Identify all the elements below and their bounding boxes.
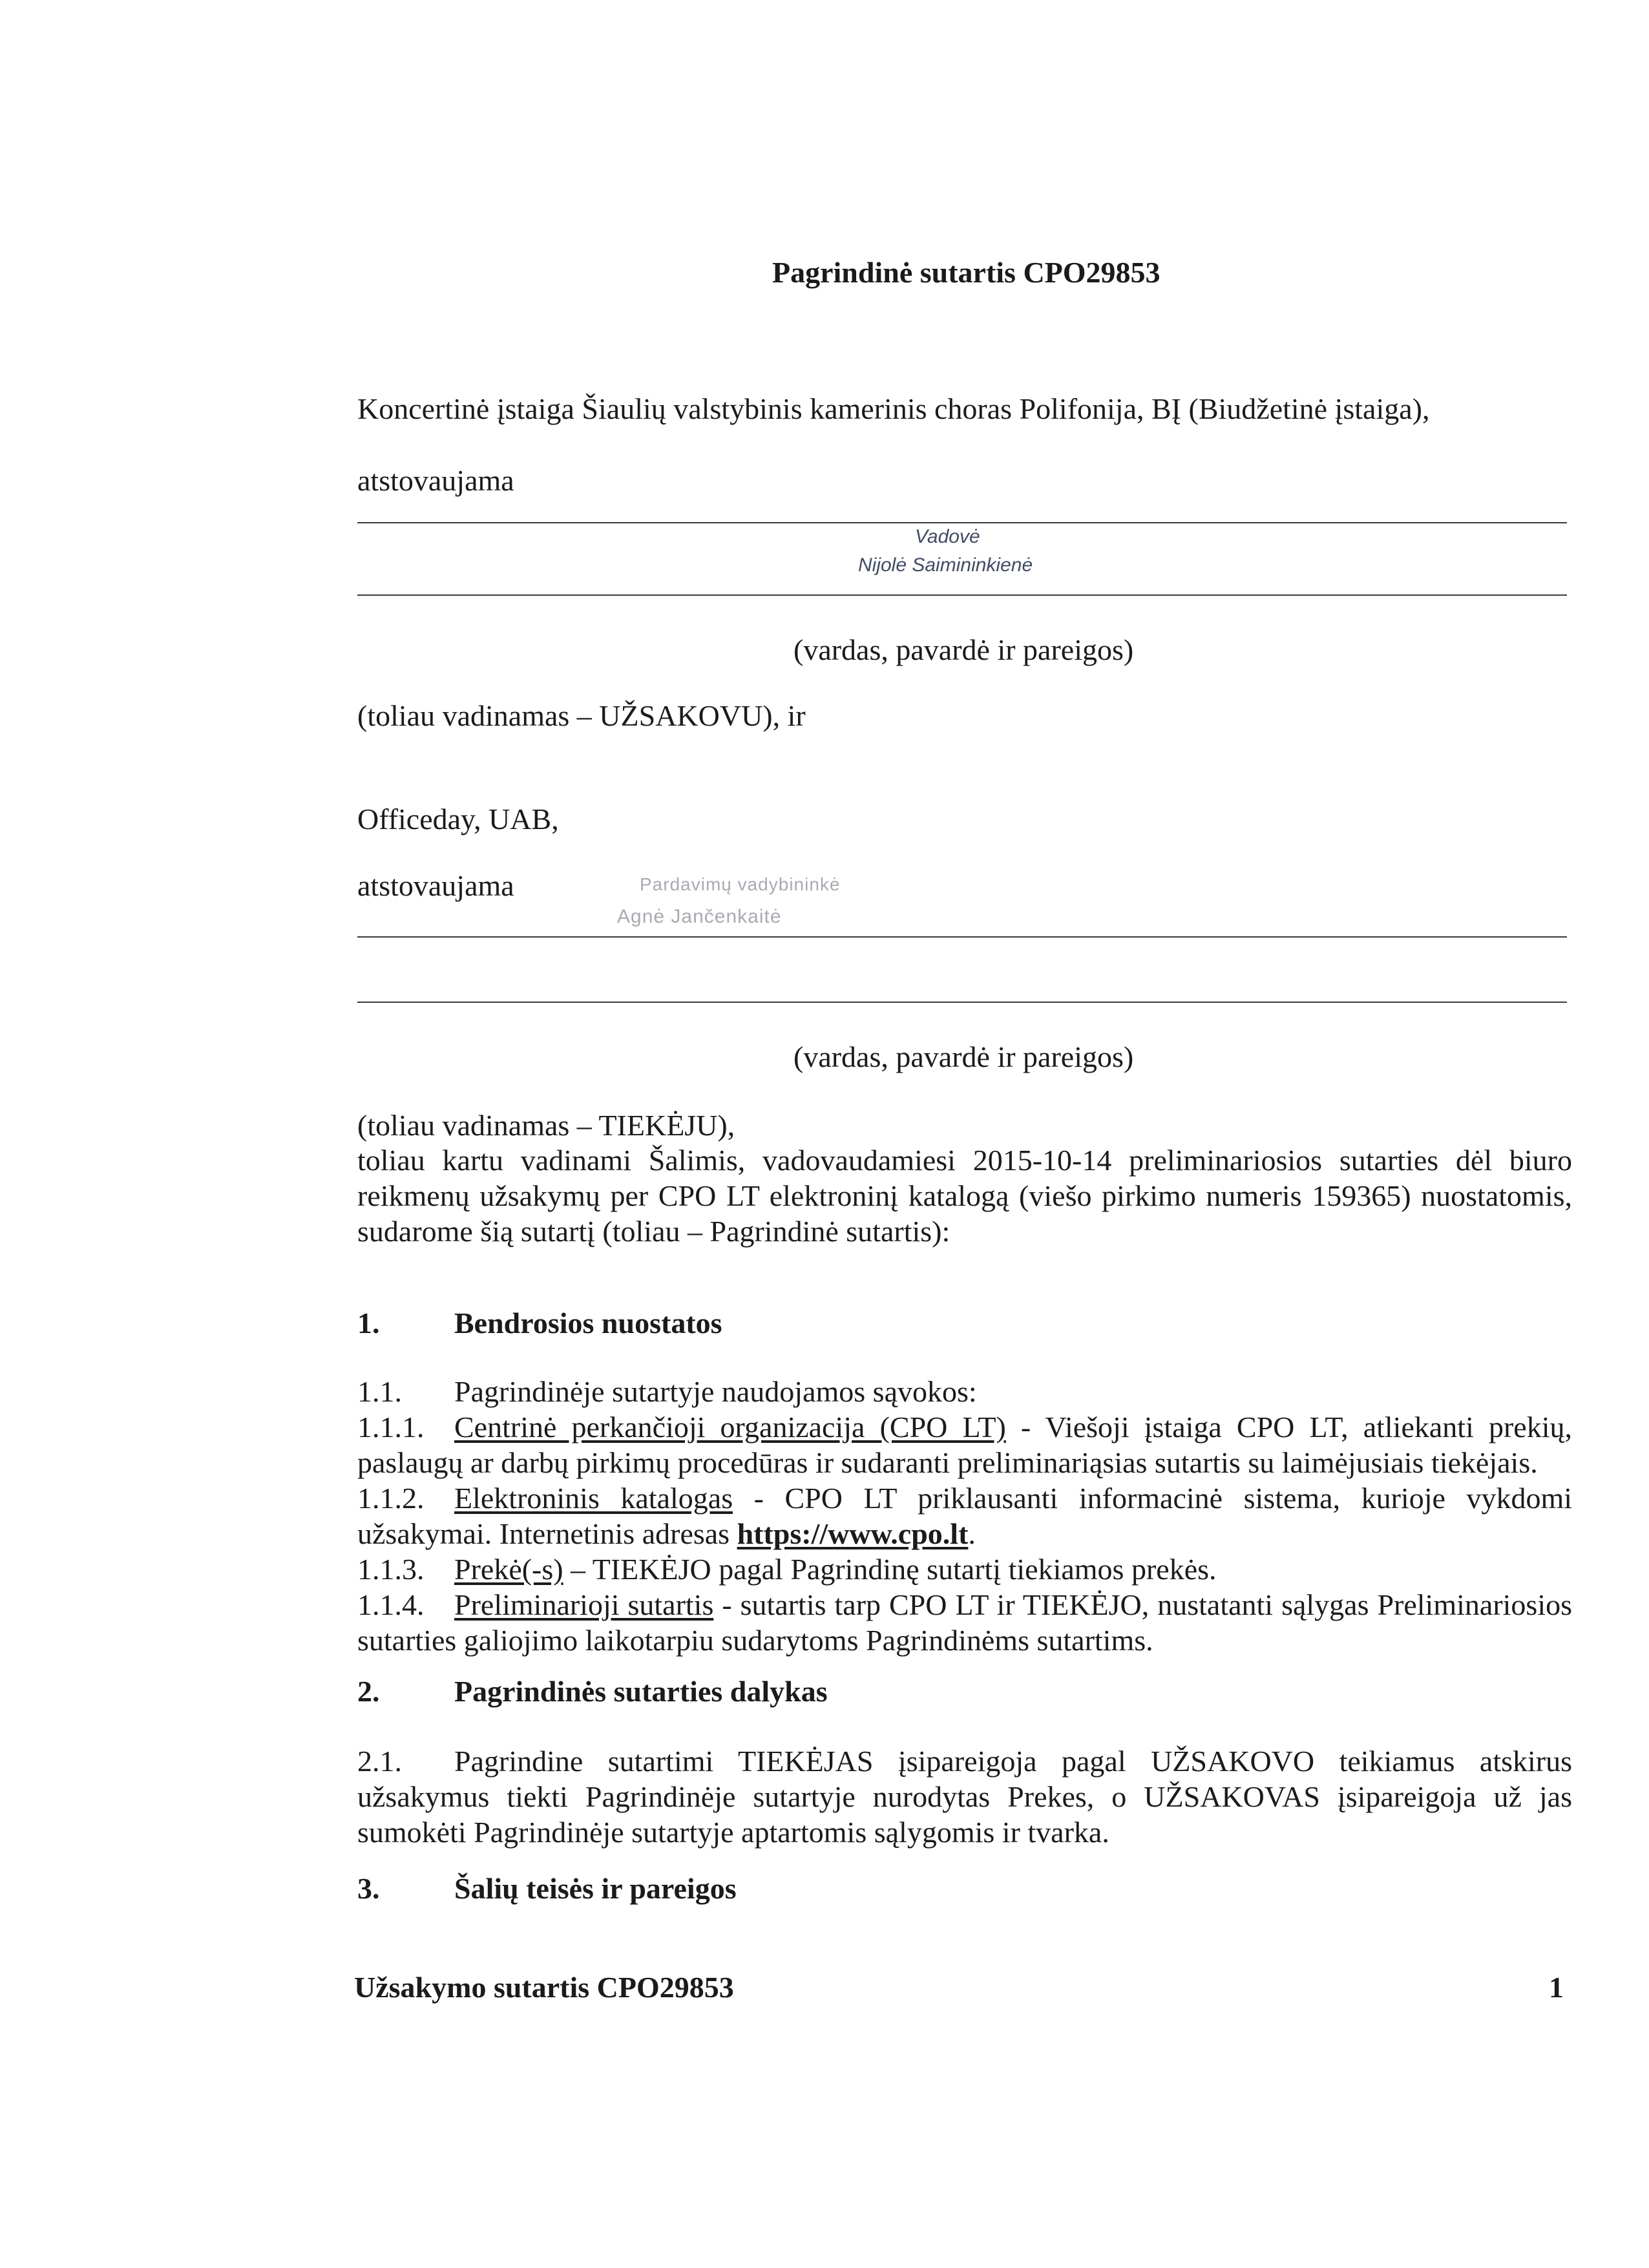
clause-2-1 [357, 1743, 1572, 1850]
section-2-number: 2. [357, 1675, 380, 1708]
definition-1-1-1 [357, 1409, 1572, 1480]
supplier-represented-label: atstovaujama [357, 869, 514, 902]
defined-term: Preliminarioji sutartis [454, 1588, 714, 1621]
customer-signatory-name: Nijolė Saimininkienė [858, 554, 1033, 576]
supplier-line-bottom [357, 1002, 1567, 1003]
supplier-stamp-name: Agnė Jančenkaitė [617, 906, 782, 927]
clause-number: 1.1.1. [357, 1411, 425, 1444]
section-3-heading [357, 1871, 737, 1907]
clause-number: 1.1.3. [357, 1553, 425, 1586]
customer-represented-label: atstovaujama [357, 464, 514, 497]
definition-text: – TIEKĖJO pagal Pagrindinę sutartį tiekiamos prekės. [563, 1553, 1217, 1586]
section-1-heading [357, 1305, 722, 1341]
clause-1-1 [357, 1374, 1572, 1409]
clause-number: 1.1. [357, 1375, 402, 1408]
defined-term: Prekė(-s) [454, 1553, 563, 1586]
customer-name: Koncertinė įstaiga Šiaulių valstybinis kamerinis choras Polifonija, BĮ (Biudžetinė įstaiga), [357, 392, 1430, 425]
definition-1-1-2 [357, 1480, 1572, 1551]
customer-role-line: (toliau vadinamas – UŽSAKOVU), ir [357, 699, 806, 732]
definition-end: . [968, 1517, 976, 1550]
signatory-line-bottom [357, 594, 1567, 596]
customer-caption: (vardas, pavardė ir pareigos) [793, 633, 1134, 666]
section-2-heading [357, 1674, 828, 1710]
signatory-line-top [357, 522, 1567, 523]
defined-term: Centrinė perkančioji organizacija (CPO LT) [454, 1411, 1006, 1444]
clause-number: 1.1.4. [357, 1588, 425, 1621]
page-title: Pagrindinė sutartis CPO29853 [772, 256, 1161, 289]
footer-label: Užsakymo sutartis CPO29853 [354, 1971, 734, 2004]
supplier-line-top [357, 936, 1567, 938]
clause-text: Pagrindinėje sutartyje naudojamos sąvokos: [454, 1375, 977, 1408]
section-1-number: 1. [357, 1307, 380, 1339]
defined-term: Elektroninis katalogas [454, 1482, 733, 1515]
intro-paragraph: toliau kartu vadinami Šalimis, vadovaudamiesi 2015-10-14 preliminariosios sutarties dėl biuro reikmenų užsakymų per CPO LT elektroninį katalogą (viešo pirkimo numeris 159365) nuostatomis, sudarome šią sutartį (toliau – Pagrindinė sutartis): [357, 1144, 1572, 1248]
supplier-role-line: (toliau vadinamas – TIEKĖJU), [357, 1109, 735, 1142]
supplier-name: Officeday, UAB, [357, 803, 559, 835]
definition-1-1-3 [357, 1551, 1572, 1587]
definition-text: - Viešoji įstaiga CPO LT, atliekanti prekių, paslaugų ar darbų pirkimų procedūras ir sudaranti preliminariąsias sutartis su laimėjusiais tiekėjais. [357, 1411, 1572, 1479]
customer-signatory-position: Vadovė [915, 526, 980, 547]
clause-text: Pagrindine sutartimi TIEKĖJAS įsipareigoja pagal UŽSAKOVO teikiamus atskirus užsakymus tiekti Pagrindinėje sutartyje nurodytas Prekes, o UŽSAKOVAS įsipareigoja už jas sumokėti Pagrindinėje sutartyje aptartomis sąlygomis ir tvarka. [357, 1745, 1572, 1849]
section-3-number: 3. [357, 1872, 380, 1905]
supplier-caption: (vardas, pavardė ir pareigos) [793, 1040, 1134, 1073]
page-number: 1 [1549, 1971, 1564, 2004]
section-2-title: Pagrindinės sutarties dalykas [454, 1675, 828, 1708]
definition-1-1-4 [357, 1587, 1572, 1658]
cpo-website-link[interactable]: https://www.cpo.lt [737, 1517, 969, 1550]
section-3-title: Šalių teisės ir pareigos [454, 1872, 737, 1905]
clause-number: 2.1. [357, 1745, 402, 1778]
definition-text: - sutartis tarp CPO LT ir TIEKĖJO, nustatanti sąlygas Preliminariosios sutarties galiojimo laikotarpiu sudarytoms Pagrindinėms sutartims. [357, 1588, 1572, 1657]
supplier-stamp-position: Pardavimų vadybininkė [640, 874, 841, 894]
section-1-title: Bendrosios nuostatos [454, 1307, 722, 1339]
definition-text: - CPO LT priklausanti informacinė sistema, kurioje vykdomi užsakymai. Internetinis adresas [357, 1482, 1573, 1550]
clause-number: 1.1.2. [357, 1482, 425, 1515]
